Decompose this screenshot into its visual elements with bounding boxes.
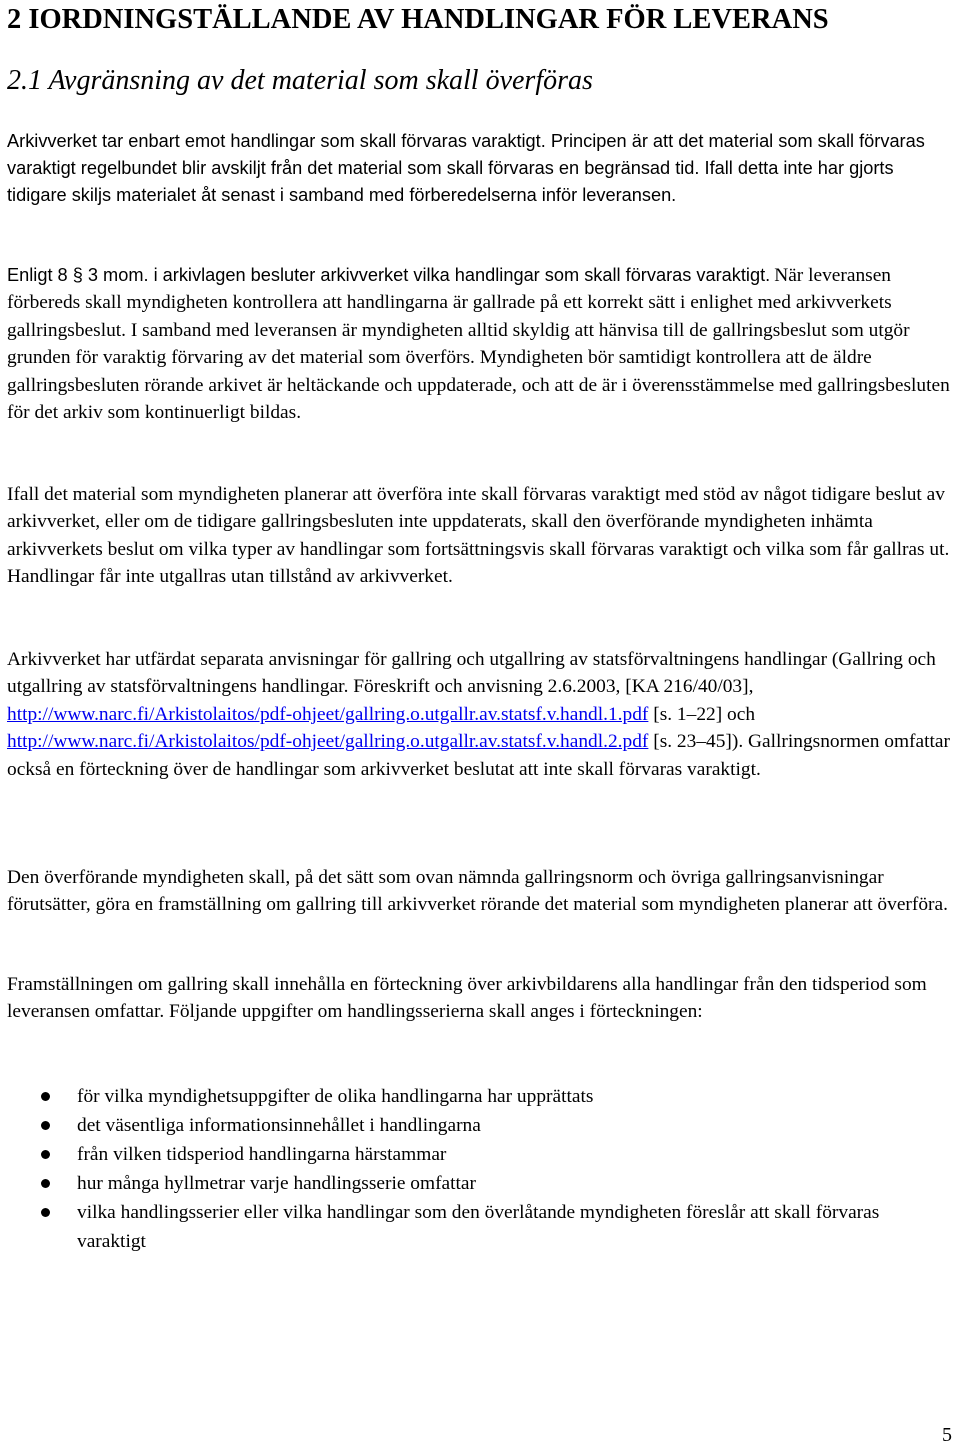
required-info-list <box>7 1082 953 1256</box>
list-item-text: för vilka myndighetsuppgifter de olika handlingarna har upprättats <box>77 1086 594 1107</box>
archive-law-requirements: När leveransen förbereds skall myndigheten kontrollera att handlingarna är gallrade på ett korrekt sätt i enlighet med arkivverkets gallringsbeslut. I samband med leveransen är myndigheten alltid skyldig att hänvisa till de gallringsbeslut som utgör grunden för varaktig förvaring av det material som överförs. Myndigheten bör samtidigt kontrollera att de äldre gallringsbesluten rörande arkivet är heltäckande och uppdaterade, och att de är i överensstämmelse med gallringsbesluten för det arkiv som kontinuerligt bildas. <box>7 265 950 424</box>
bullet-icon <box>41 1121 50 1130</box>
list-item <box>7 1140 953 1169</box>
paragraph-instructions <box>7 646 953 783</box>
section-heading: 2 IORDNINGSTÄLLANDE AV HANDLINGAR FÖR LEVERANS <box>7 4 829 35</box>
instructions-intro: Arkivverket har utfärdat separata anvisningar för gallring och utgallring av statsförvaltningens handlingar (Gallring och utgallring av statsförvaltningens handlingar. Föreskrift och anvisning 2.6.2003, [KA 216/40/03], <box>7 649 936 698</box>
list-item-text: det väsentliga informationsinnehållet i handlingarna <box>77 1115 481 1136</box>
page-number: 5 <box>942 1424 952 1446</box>
paragraph-proposal: Den överförande myndigheten skall, på det sätt som ovan nämnda gallringsnorm och övriga gallringsanvisningar förutsätter, göra en framställning om gallring till arkivverket rörande det material som myndigheten planerar att överföra. <box>7 867 948 916</box>
list-item <box>7 1111 953 1140</box>
paragraph-permission: Ifall det material som myndigheten planerar att överföra inte skall förvaras varaktigt med stöd av något tidigare beslut av arkivverket, eller om de tidigare gallringsbesluten inte uppdaterats, skall den överförande myndigheten inhämta arkivverkets beslut om vilka typer av handlingar som fortsättningsvis skall förvaras varaktigt och vilka som får gallras ut. Handlingar får inte utgallras utan tillstånd av arkivverket. <box>7 484 950 588</box>
paragraph-archive-law <box>7 262 953 426</box>
list-item <box>7 1169 953 1198</box>
bullet-icon <box>41 1208 50 1217</box>
list-item-text: hur många hyllmetrar varje handlingsserie omfattar <box>77 1173 476 1194</box>
bullet-icon <box>41 1092 50 1101</box>
paragraph-list-intro: Framställningen om gallring skall innehålla en förteckning över arkivbildarens alla handlingar från den tidsperiod som leveransen omfattar. Följande uppgifter om handlingsserierna skall anges i förteckningen: <box>7 974 927 1023</box>
list-item <box>7 1198 953 1256</box>
paragraph-scope: Arkivverket tar enbart emot handlingar som skall förvaras varaktigt. Principen är att det material som skall förvaras varaktigt regelbundet blir avskiljt från det material som skall förvaras en begränsad tid. Ifall detta inte har gjorts tidigare skiljs materialet åt senast i samband med förberedelserna inför leveransen. <box>7 131 925 205</box>
list-item <box>7 1082 953 1111</box>
instructions-between: [s. 1–22] och <box>648 703 756 725</box>
gallring-link-part2[interactable]: http://www.narc.fi/Arkistolaitos/pdf-ohjeet/gallring.o.utgallr.av.statsf.v.handl.2.pdf <box>7 731 649 753</box>
list-item-text: vilka handlingsserier eller vilka handlingar som den överlåtande myndigheten föreslår att skall förvaras varaktigt <box>77 1202 880 1252</box>
subsection-heading: 2.1 Avgränsning av det material som skall överföras <box>7 65 593 96</box>
bullet-icon <box>41 1150 50 1159</box>
bullet-icon <box>41 1179 50 1188</box>
instructions-end: [s. 23–45]). Gallringsnormen omfattar också en förteckning över de handlingar som arkivverket beslutat att inte skall förvaras varaktigt. <box>7 731 950 780</box>
gallring-link-part1[interactable]: http://www.narc.fi/Arkistolaitos/pdf-ohjeet/gallring.o.utgallr.av.statsf.v.handl.1.pdf <box>7 703 649 725</box>
list-item-text: från vilken tidsperiod handlingarna härstammar <box>77 1144 447 1165</box>
archive-law-reference: Enligt 8 § 3 mom. i arkivlagen besluter arkivverket vilka handlingar som skall förvaras varaktigt. <box>7 265 771 285</box>
